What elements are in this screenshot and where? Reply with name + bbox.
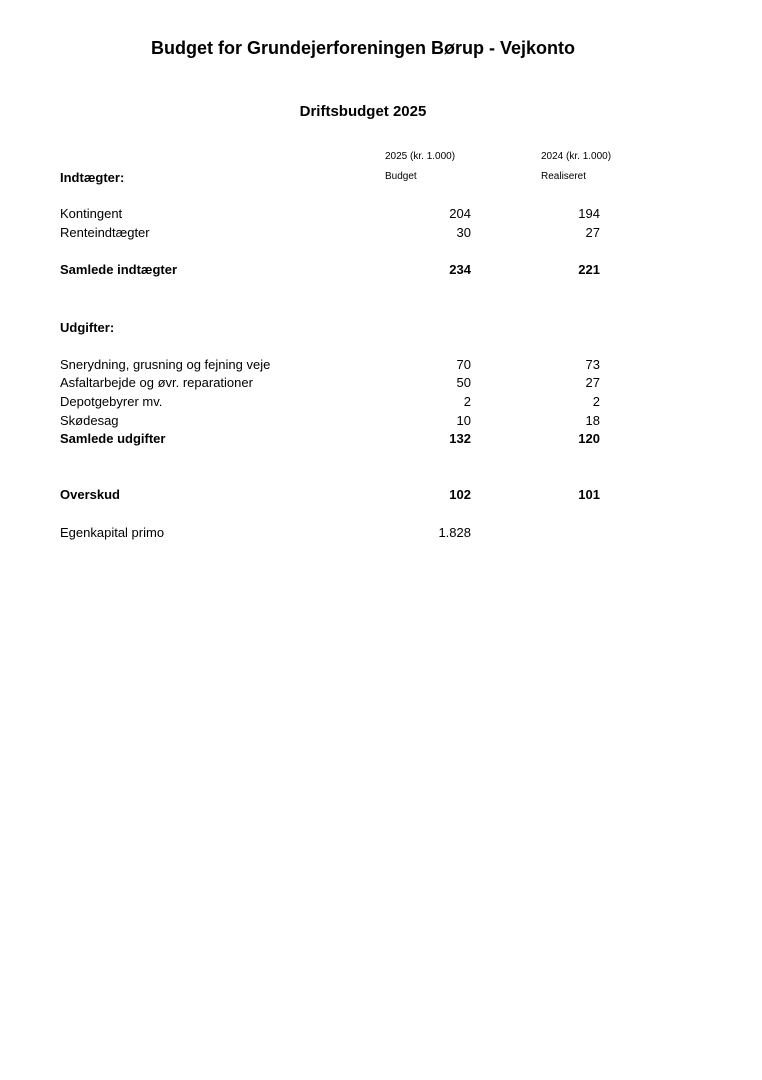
row-actual-value: 18 [585, 413, 600, 428]
page-title: Budget for Grundejerforeningen Børup - Vejkonto [150, 38, 575, 58]
table-row [0, 375, 762, 393]
row-label: Depotgebyrer mv. [60, 394, 163, 409]
income-total-row [0, 262, 762, 280]
equity-row [0, 525, 762, 543]
table-row [0, 225, 762, 243]
row-budget-value: 234 [449, 262, 471, 277]
actual-column-header: 2024 (kr. 1.000) [541, 151, 612, 162]
row-budget-value: 1.828 [438, 525, 471, 540]
budget-column-subheader: Budget [385, 171, 417, 182]
row-budget-value: 132 [449, 431, 471, 446]
expenses-heading: Udgifter: [60, 320, 115, 335]
row-budget-value: 102 [449, 487, 471, 502]
row-actual-value: 194 [578, 206, 600, 221]
row-label: Samlede udgifter [60, 431, 166, 446]
row-label: Kontingent [60, 206, 123, 221]
table-row [0, 357, 762, 375]
page-subtitle: Driftsbudget 2025 [299, 103, 427, 120]
expenses-total-row [0, 431, 762, 449]
actual-column-subheader: Realiseret [541, 171, 587, 182]
row-actual-value: 27 [585, 225, 600, 240]
row-budget-value: 2 [463, 394, 471, 409]
row-label: Snerydning, grusning og fejning veje [60, 357, 271, 372]
row-label: Asfaltarbejde og øvr. reparationer [60, 375, 253, 390]
row-label: Renteindtægter [60, 225, 150, 240]
table-row [0, 206, 762, 224]
row-label: Egenkapital primo [60, 525, 165, 540]
row-actual-value: 73 [585, 357, 600, 372]
row-budget-value: 70 [456, 357, 471, 372]
budget-column-header: 2025 (kr. 1.000) [385, 151, 456, 162]
table-row [0, 413, 762, 431]
income-heading: Indtægter: [60, 170, 125, 185]
row-actual-value: 221 [578, 262, 600, 277]
row-budget-value: 30 [456, 225, 471, 240]
row-budget-value: 10 [456, 413, 471, 428]
row-label: Skødesag [60, 413, 119, 428]
surplus-row [0, 487, 762, 505]
row-actual-value: 101 [578, 487, 600, 502]
row-label: Overskud [60, 487, 120, 502]
row-budget-value: 50 [456, 375, 471, 390]
table-row [0, 394, 762, 412]
row-label: Samlede indtægter [60, 262, 178, 277]
row-actual-value: 27 [585, 375, 600, 390]
row-actual-value: 2 [592, 394, 600, 409]
row-budget-value: 204 [449, 206, 471, 221]
row-actual-value: 120 [578, 431, 600, 446]
